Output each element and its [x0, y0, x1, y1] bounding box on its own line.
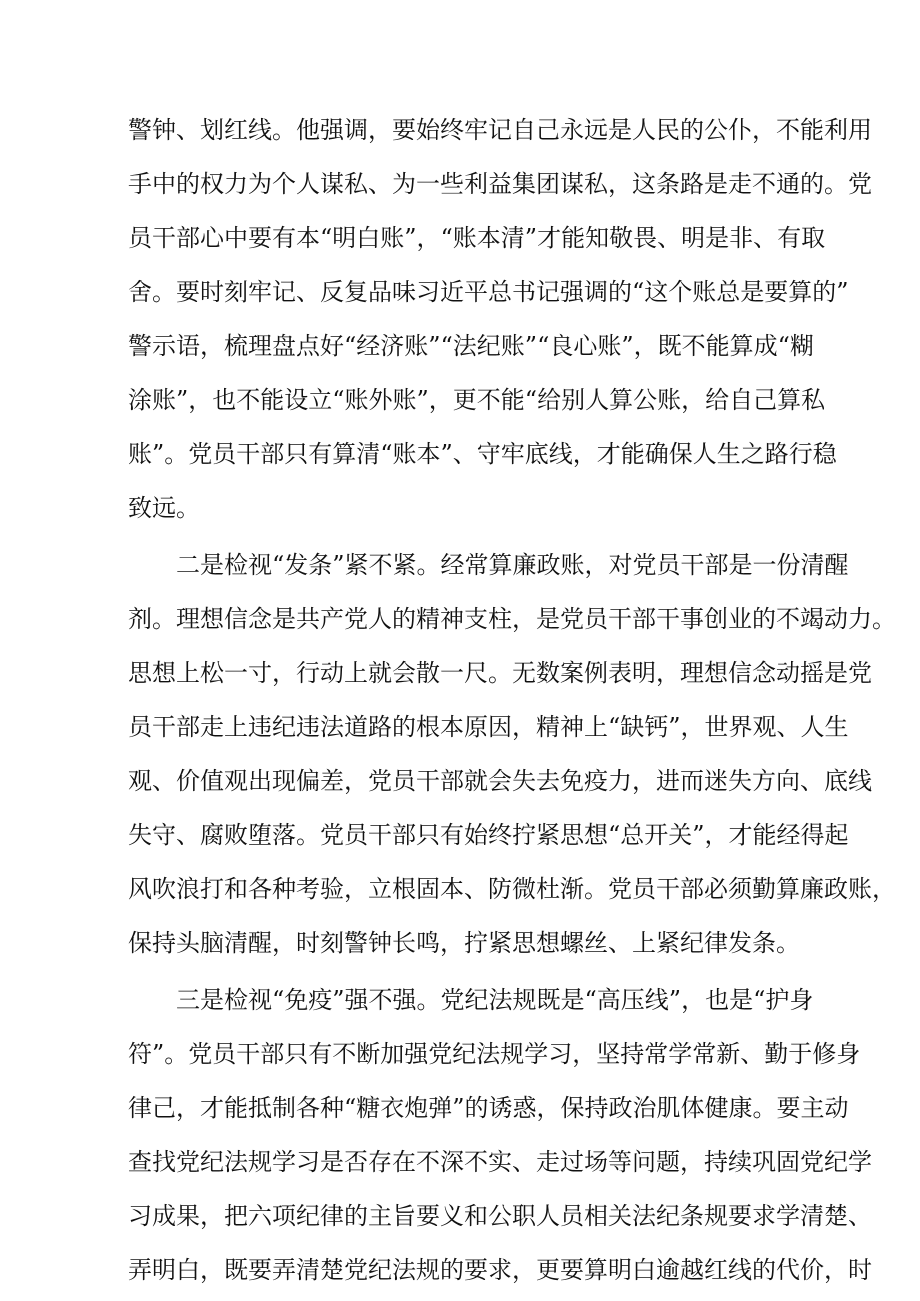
- text-line: 查找党纪法规学习是否存在不深不实、走过场等问题，持续巩固党纪学: [128, 1148, 872, 1176]
- text-line: 保持头脑清醒，时刻警钟长鸣，拧紧思想螺丝、上紧纪律发条。: [128, 929, 800, 957]
- text-line: 剂。理想信念是共产党人的精神支柱，是党员干部干事创业的不竭动力。: [128, 605, 896, 633]
- paragraph-start-line: 二是检视“发条”紧不紧。经常算廉政账，对党员干部是一份清醒: [176, 551, 849, 579]
- text-line: 涂账”，也不能设立“账外账”，更不能“给别人算公账，给自己算私: [128, 386, 826, 414]
- text-line: 手中的权力为个人谋私、为一些利益集团谋私，这条路是走不通的。党: [128, 170, 872, 198]
- text-line: 观、价值观出现偏差，党员干部就会失去免疫力，进而迷失方向、底线: [128, 767, 872, 795]
- text-line: 警钟、划红线。他强调，要始终牢记自己永远是人民的公仆，不能利用: [128, 116, 872, 144]
- text-line: 员干部走上违纪违法道路的根本原因，精神上“缺钙”，世界观、人生: [128, 713, 849, 741]
- text-line: 致远。: [128, 494, 200, 522]
- text-line: 舍。要时刻牢记、反复品味习近平总书记强调的“这个账总是要算的”: [128, 278, 849, 306]
- text-line: 思想上松一寸，行动上就会散一尺。无数案例表明，理想信念动摇是党: [128, 659, 872, 687]
- text-line: 弄明白，既要弄清楚党纪法规的要求，更要算明白逾越红线的代价，时: [128, 1256, 872, 1284]
- text-line: 符”。党员干部只有不断加强党纪法规学习，坚持常学常新、勤于修身: [128, 1040, 861, 1068]
- text-line: 风吹浪打和各种考验，立根固本、防微杜渐。党员干部必须勤算廉政账，: [128, 875, 896, 903]
- text-line: 员干部心中要有本“明白账”，“账本清”才能知敬畏、明是非、有取: [128, 224, 826, 252]
- text-line: 律己，才能抵制各种“糖衣炮弹”的诱惑，保持政治肌体健康。要主动: [128, 1094, 849, 1122]
- text-line: 警示语，梳理盘点好“经济账”“法纪账”“良心账”，既不能算成“糊: [128, 332, 814, 360]
- text-line: 账”。党员干部只有算清“账本”、守牢底线，才能确保人生之路行稳: [128, 440, 837, 468]
- text-line: 失守、腐败堕落。党员干部只有始终拧紧思想“总开关”，才能经得起: [128, 821, 849, 849]
- paragraph-start-line: 三是检视“免疫”强不强。党纪法规既是“高压线”，也是“护身: [176, 986, 814, 1014]
- text-line: 习成果，把六项纪律的主旨要义和公职人员相关法纪条规要求学清楚、: [128, 1202, 872, 1230]
